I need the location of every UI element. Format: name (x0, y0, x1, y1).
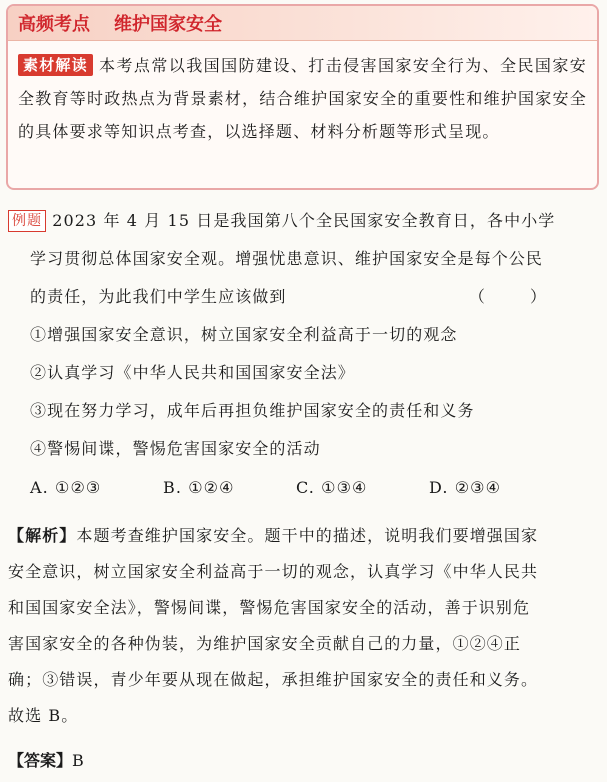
analysis-section (8, 518, 602, 734)
statement-item: ②认真学习《中华人民共和国国家安全法》 (30, 363, 355, 382)
option-d: D. ②③④ (429, 478, 502, 497)
statement-item: ①增强国家安全意识，树立国家安全利益高于一切的观念 (30, 325, 458, 344)
analysis-label: 【解析】 (8, 526, 77, 545)
answer-section (8, 748, 84, 771)
box-header (8, 6, 597, 41)
header-topic-title: 维护国家安全 (114, 14, 222, 35)
material-text: 本考点常以我国国防建设、打击侵害国家安全行为、全民国家安全教育等时政热点为背景素材，结合维护国家安全的重要性和维护国家安全的具体要求等知识点考查，以选择题、材料分析题等形式呈现。 (18, 56, 587, 141)
header-topic-label: 高频考点 (18, 14, 90, 35)
question-text: 学习贯彻总体国家安全观。增强忧患意识、维护国家安全是每个公民 (30, 249, 544, 268)
analysis-line: 安全意识，树立国家安全利益高于一切的观念，认真学习《中华人民共 (8, 562, 539, 581)
option-b: B. ①②④ (163, 478, 235, 497)
analysis-line: 确；③错误，青少年要从现在做起，承担维护国家安全的责任和义务。 (8, 670, 539, 689)
option-c: C. ①③④ (296, 478, 368, 497)
option-a: A. ①②③ (30, 478, 102, 497)
analysis-text: 本题考查维护国家安全。题干中的描述，说明我们要增强国家 (76, 526, 539, 545)
question-line-3 (8, 278, 602, 316)
example-tag: 例题 (8, 210, 46, 232)
analysis-line: 害国家安全的各种伪装，为维护国家安全贡献自己的力量，①②④正 (8, 634, 522, 653)
answer-blank: （ ） (468, 287, 566, 306)
statement-item: ④警惕间谍，警惕危害国家安全的活动 (30, 439, 321, 458)
question-line-1 (8, 202, 602, 240)
answer-options (8, 468, 602, 508)
analysis-line: 故选 B。 (8, 706, 79, 725)
example-question (8, 202, 602, 508)
question-text: 的责任，为此我们中学生应该做到 (30, 287, 287, 306)
question-text: 2023 年 4 月 15 日是我国第八个全民国家安全教育日，各中小学 (52, 211, 556, 230)
analysis-line (8, 518, 602, 554)
answer-label: 【答案】 (8, 751, 73, 770)
material-tag: 素材解读 (18, 54, 93, 76)
answer-value: B (72, 751, 84, 770)
question-line-2 (8, 240, 602, 278)
material-reading (8, 41, 597, 148)
analysis-line: 和国国家安全法》，警惕间谍，警惕危害国家安全的活动，善于识别危 (8, 598, 531, 617)
statement-item: ③现在努力学习，成年后再担负维护国家安全的责任和义务 (30, 401, 475, 420)
material-box (6, 4, 599, 190)
